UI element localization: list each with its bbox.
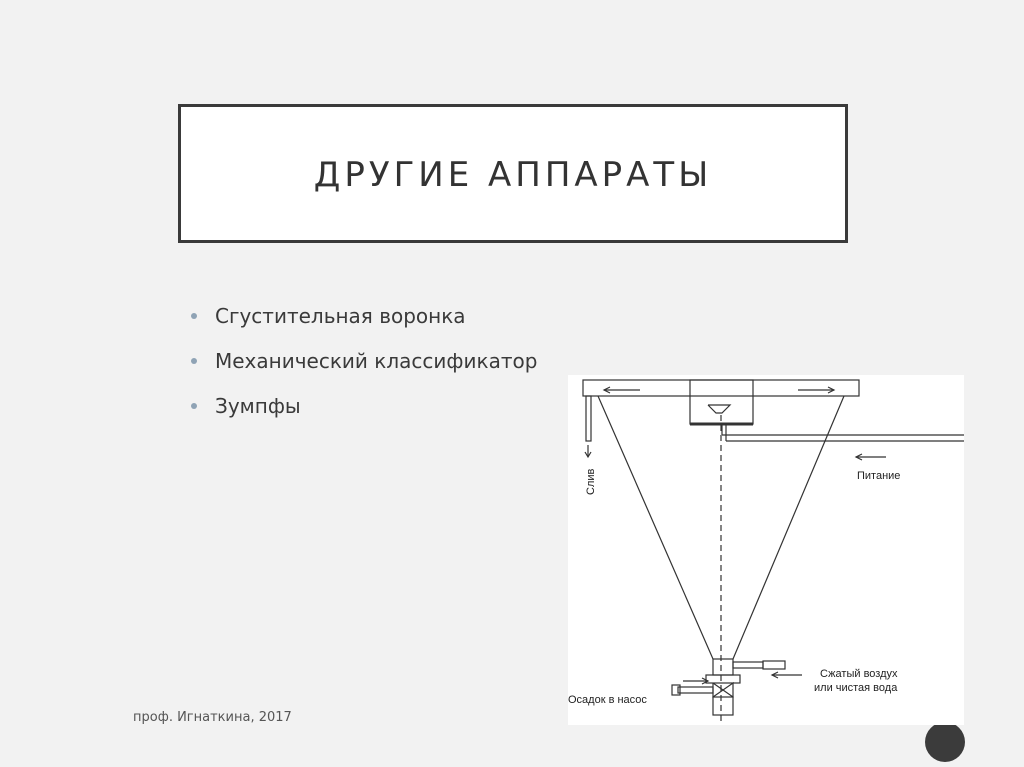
- air-pipe: [733, 662, 763, 668]
- footer-author: проф. Игнаткина, 2017: [133, 710, 292, 725]
- thickener-funnel-diagram: [568, 375, 964, 725]
- diagram-svg: [568, 375, 964, 725]
- feed-label: Питание: [857, 470, 901, 482]
- valve-flange: [706, 675, 740, 683]
- outlet-pipe: [713, 697, 733, 715]
- bullet-text: Механический классификатор: [215, 349, 538, 373]
- valve-symbol: [713, 683, 733, 697]
- water-label: или чистая вода: [814, 682, 898, 694]
- inner-funnel: [708, 405, 730, 413]
- bullet-dot-icon: [191, 313, 197, 319]
- cone-left-wall: [598, 396, 713, 659]
- bullet-dot-icon: [191, 403, 197, 409]
- drain-label: Слив: [585, 468, 597, 495]
- bullet-item: [190, 298, 537, 343]
- drain-pipe: [586, 396, 591, 441]
- slide-title: ДРУГИЕ АППАРАТЫ: [313, 155, 713, 195]
- sediment-pipe: [678, 687, 713, 693]
- bullet-text: Зумпфы: [215, 394, 301, 418]
- bullet-item: [190, 343, 537, 388]
- top-beam: [583, 380, 859, 396]
- bullet-text: Сгустительная воронка: [215, 304, 466, 328]
- outlet-neck: [713, 659, 733, 675]
- title-box: [178, 104, 848, 243]
- bullet-dot-icon: [191, 358, 197, 364]
- air-pipe-end: [763, 661, 785, 669]
- sediment-label: Осадок в насос: [568, 694, 647, 706]
- bullet-item: [190, 388, 537, 433]
- slide-number-circle: [925, 722, 965, 762]
- bullet-list: [190, 298, 537, 433]
- air-label: Сжатый воздух: [820, 668, 898, 680]
